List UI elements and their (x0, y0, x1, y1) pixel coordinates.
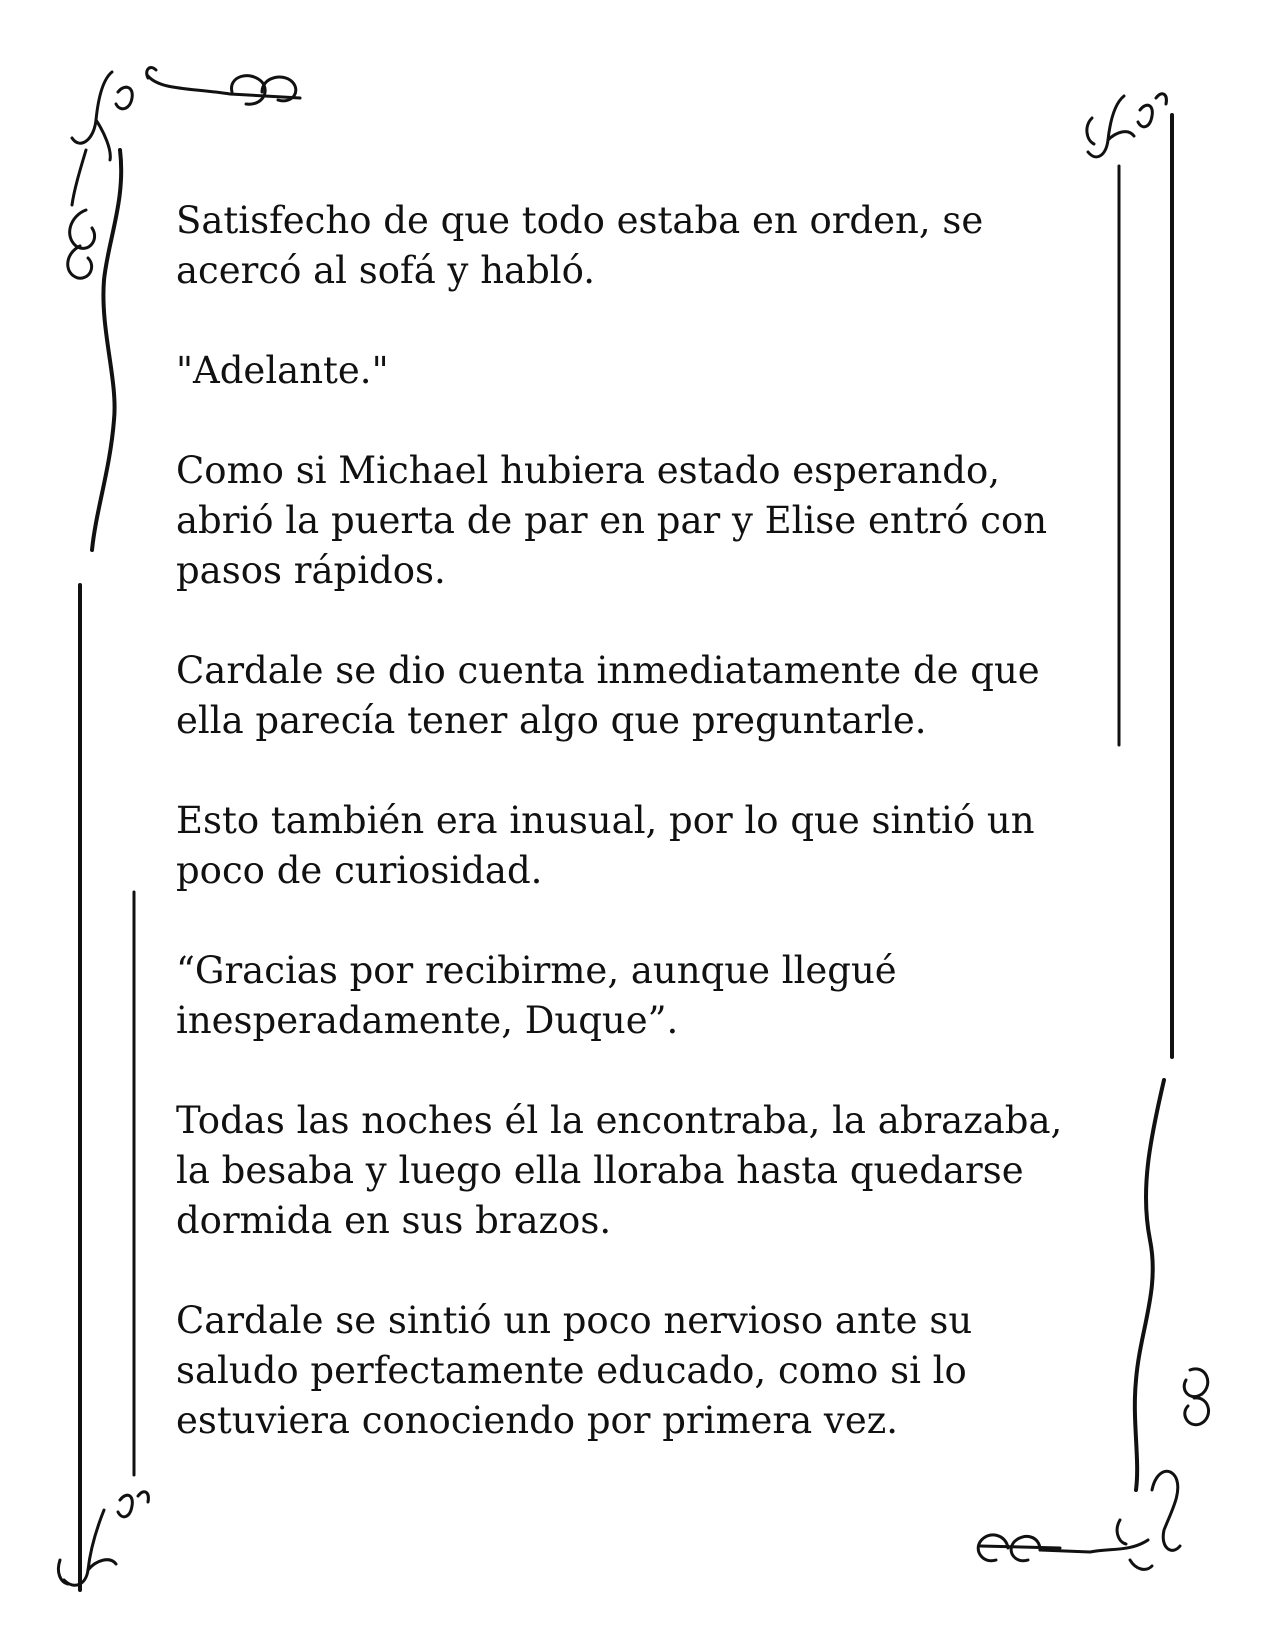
text-line: Cardale se sintió un poco nervioso ante su (176, 1299, 973, 1342)
text-line: estuviera conociendo por primera vez. (176, 1399, 898, 1442)
text-line: abrió la puerta de par en par y Elise entró con (176, 499, 1048, 542)
text-line: dormida en sus brazos. (176, 1199, 612, 1242)
text-line: Cardale se dio cuenta inmediatamente de que (176, 649, 1040, 692)
text-line: “Gracias por recibirme, aunque llegué (176, 949, 897, 992)
text-line: saludo perfectamente educado, como si lo (176, 1349, 967, 1392)
text-line: Esto también era inusual, por lo que sintió un (176, 799, 1035, 842)
text-line: acercó al sofá y habló. (176, 249, 596, 292)
top-right-flourish-icon (1087, 94, 1166, 157)
paragraph (176, 796, 1096, 896)
text-line: poco de curiosidad. (176, 849, 543, 892)
body-text (176, 196, 1096, 1446)
paragraph (176, 196, 1096, 296)
paragraph (176, 346, 1096, 396)
paragraph (176, 946, 1096, 1046)
text-line: ella parecía tener algo que preguntarle. (176, 699, 927, 742)
paragraph (176, 1096, 1096, 1246)
paragraph (176, 646, 1096, 746)
paragraph (176, 446, 1096, 596)
text-line: la besaba y luego ella lloraba hasta quedarse (176, 1149, 1024, 1192)
text-line: inesperadamente, Duque”. (176, 999, 679, 1042)
text-line: Todas las noches él la encontraba, la abrazaba, (176, 1099, 1063, 1142)
paragraph (176, 1296, 1096, 1446)
bottom-left-flourish-icon (58, 1492, 148, 1585)
text-line: Satisfecho de que todo estaba en orden, se (176, 199, 984, 242)
text-line: "Adelante." (176, 349, 389, 392)
text-line: Como si Michael hubiera estado esperando, (176, 449, 1000, 492)
text-line: pasos rápidos. (176, 549, 446, 592)
